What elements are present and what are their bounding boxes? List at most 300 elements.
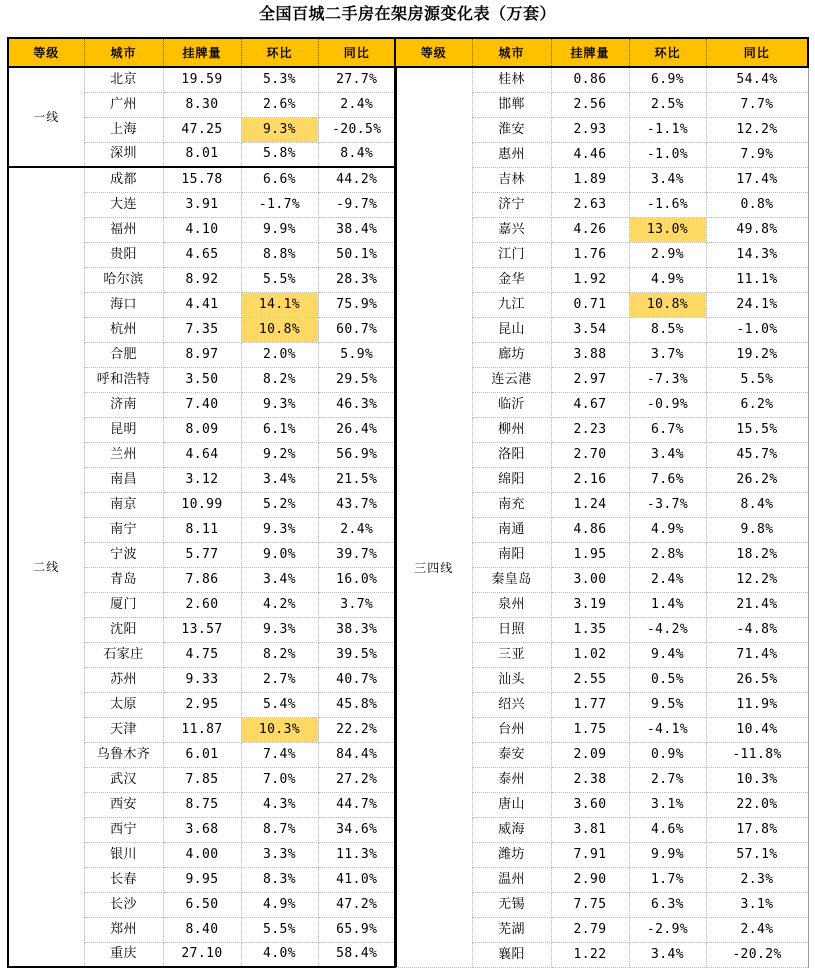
yoy-cell: 38.3% [318,617,396,642]
city-cell: 长沙 [84,892,163,917]
listings-cell: 1.89 [551,167,629,192]
city-cell: 合肥 [84,342,163,367]
yoy-cell: 38.4% [318,217,396,242]
yoy-cell: 17.8% [706,817,808,842]
yoy-cell: 14.3% [706,242,808,267]
city-cell: 苏州 [84,667,163,692]
city-cell: 昆山 [472,317,551,342]
tier-cell: 三四线 [395,67,472,967]
yoy-cell: 46.3% [318,392,396,417]
yoy-cell: 7.7% [706,92,808,117]
listings-cell: 2.56 [551,92,629,117]
city-cell: 大连 [84,192,163,217]
city-cell: 宁波 [84,542,163,567]
listings-cell: 0.71 [551,292,629,317]
mom-cell: 3.4% [629,442,706,467]
listings-cell: 0.86 [551,67,629,92]
mom-cell: -1.7% [241,192,318,217]
yoy-cell: 8.4% [706,492,808,517]
city-cell: 南昌 [84,467,163,492]
listings-cell: 4.10 [163,217,241,242]
header-listings: 挂牌量 [551,38,629,67]
tier-cell: 一线 [8,67,84,167]
city-cell: 南京 [84,492,163,517]
yoy-cell: 21.5% [318,467,396,492]
yoy-cell: 40.7% [318,667,396,692]
listings-cell: 4.00 [163,842,241,867]
mom-cell: 9.3% [241,392,318,417]
listings-cell: 3.68 [163,817,241,842]
mom-cell: 6.9% [629,67,706,92]
mom-cell: 2.8% [629,542,706,567]
listings-cell: 8.09 [163,417,241,442]
listings-cell: 27.10 [163,942,241,967]
mom-cell: 9.4% [629,642,706,667]
header-mom: 环比 [241,38,318,67]
listings-cell: 4.64 [163,442,241,467]
mom-cell: 10.8% [629,292,706,317]
listings-cell: 2.97 [551,367,629,392]
city-cell: 沈阳 [84,617,163,642]
mom-cell: 13.0% [629,217,706,242]
yoy-cell: 5.5% [706,367,808,392]
city-cell: 柳州 [472,417,551,442]
mom-cell: 4.2% [241,592,318,617]
yoy-cell: 75.9% [318,292,396,317]
city-cell: 长春 [84,867,163,892]
yoy-cell: 22.2% [318,717,396,742]
yoy-cell: 6.2% [706,392,808,417]
city-cell: 江门 [472,242,551,267]
mom-cell: 0.9% [629,742,706,767]
mom-cell: 7.6% [629,467,706,492]
yoy-cell: -1.0% [706,317,808,342]
city-cell: 南阳 [472,542,551,567]
city-cell: 南通 [472,517,551,542]
city-cell: 嘉兴 [472,217,551,242]
yoy-cell: 22.0% [706,792,808,817]
header-row [8,38,396,67]
listings-cell: 7.35 [163,317,241,342]
yoy-cell: 9.8% [706,517,808,542]
listings-cell: 2.93 [551,117,629,142]
yoy-cell: 3.7% [318,592,396,617]
mom-cell: -3.7% [629,492,706,517]
city-cell: 襄阳 [472,942,551,967]
city-cell: 武汉 [84,767,163,792]
city-cell: 乌鲁木齐 [84,742,163,767]
city-cell: 南宁 [84,517,163,542]
yoy-cell: 3.1% [706,892,808,917]
city-cell: 哈尔滨 [84,267,163,292]
listings-cell: 9.33 [163,667,241,692]
mom-cell: 4.9% [629,267,706,292]
yoy-cell: -20.2% [706,942,808,967]
table-row [8,167,396,192]
listings-cell: 3.50 [163,367,241,392]
mom-cell: 8.8% [241,242,318,267]
city-cell: 泰安 [472,742,551,767]
yoy-cell: 50.1% [318,242,396,267]
yoy-cell: 54.4% [706,67,808,92]
city-cell: 洛阳 [472,442,551,467]
city-cell: 石家庄 [84,642,163,667]
listings-cell: 7.86 [163,567,241,592]
yoy-cell: 2.4% [318,92,396,117]
listings-cell: 3.88 [551,342,629,367]
listings-cell: 2.70 [551,442,629,467]
yoy-cell: 27.2% [318,767,396,792]
listings-cell: 2.60 [163,592,241,617]
listings-cell: 4.46 [551,142,629,167]
city-cell: 西宁 [84,817,163,842]
mom-cell: 7.4% [241,742,318,767]
yoy-cell: 56.9% [318,442,396,467]
listings-cell: 7.75 [551,892,629,917]
mom-cell: 5.3% [241,67,318,92]
yoy-cell: 29.5% [318,367,396,392]
city-cell: 吉林 [472,167,551,192]
yoy-cell: 2.4% [706,917,808,942]
listings-cell: 6.01 [163,742,241,767]
yoy-cell: 39.7% [318,542,396,567]
mom-cell: 2.0% [241,342,318,367]
yoy-cell: 8.4% [318,142,396,167]
mom-cell: 9.3% [241,117,318,142]
city-cell: 金华 [472,267,551,292]
yoy-cell: 43.7% [318,492,396,517]
listings-cell: 7.40 [163,392,241,417]
mom-cell: 9.3% [241,617,318,642]
mom-cell: -4.2% [629,617,706,642]
listings-cell: 3.00 [551,567,629,592]
listings-cell: 3.12 [163,467,241,492]
listings-cell: 4.26 [551,217,629,242]
mom-cell: 14.1% [241,292,318,317]
listings-cell: 7.85 [163,767,241,792]
listings-cell: 8.01 [163,142,241,167]
mom-cell: 2.7% [629,767,706,792]
mom-cell: 10.8% [241,317,318,342]
listings-cell: 19.59 [163,67,241,92]
yoy-cell: 26.5% [706,667,808,692]
mom-cell: 0.5% [629,667,706,692]
mom-cell: 9.0% [241,542,318,567]
yoy-cell: 10.3% [706,767,808,792]
city-cell: 连云港 [472,367,551,392]
listings-cell: 7.91 [551,842,629,867]
mom-cell: 2.4% [629,567,706,592]
listings-cell: 2.79 [551,917,629,942]
listings-cell: 2.09 [551,742,629,767]
city-cell: 日照 [472,617,551,642]
yoy-cell: 26.2% [706,467,808,492]
city-cell: 泰州 [472,767,551,792]
mom-cell: 6.7% [629,417,706,442]
yoy-cell: -11.8% [706,742,808,767]
yoy-cell: 65.9% [318,917,396,942]
city-cell: 昆明 [84,417,163,442]
table-body-right [395,67,808,967]
yoy-cell: 84.4% [318,742,396,767]
listings-cell: 13.57 [163,617,241,642]
city-cell: 海口 [84,292,163,317]
city-cell: 呼和浩特 [84,367,163,392]
mom-cell: 5.8% [241,142,318,167]
listings-cell: 4.41 [163,292,241,317]
mom-cell: 8.5% [629,317,706,342]
mom-cell: 2.5% [629,92,706,117]
table-row [8,67,396,92]
mom-cell: -7.3% [629,367,706,392]
city-cell: 济南 [84,392,163,417]
yoy-cell: 2.3% [706,867,808,892]
page-title: 全国百城二手房在架房源变化表（万套） [258,4,556,23]
yoy-cell: -20.5% [318,117,396,142]
yoy-cell: 10.4% [706,717,808,742]
yoy-cell: 39.5% [318,642,396,667]
city-cell: 威海 [472,817,551,842]
header-listings: 挂牌量 [163,38,241,67]
city-cell: 西安 [84,792,163,817]
mom-cell: 7.0% [241,767,318,792]
city-cell: 兰州 [84,442,163,467]
mom-cell: 6.3% [629,892,706,917]
mom-cell: 8.3% [241,867,318,892]
city-cell: 太原 [84,692,163,717]
city-cell: 桂林 [472,67,551,92]
city-cell: 福州 [84,217,163,242]
mom-cell: 3.1% [629,792,706,817]
mom-cell: 5.5% [241,917,318,942]
listings-cell: 1.22 [551,942,629,967]
listings-cell: 1.77 [551,692,629,717]
yoy-cell: 47.2% [318,892,396,917]
city-cell: 厦门 [84,592,163,617]
listings-cell: 4.86 [551,517,629,542]
city-cell: 潍坊 [472,842,551,867]
yoy-cell: 16.0% [318,567,396,592]
listings-cell: 2.38 [551,767,629,792]
mom-cell: 3.3% [241,842,318,867]
yoy-cell: 71.4% [706,642,808,667]
city-cell: 绍兴 [472,692,551,717]
mom-cell: 8.7% [241,817,318,842]
mom-cell: 6.1% [241,417,318,442]
city-cell: 泉州 [472,592,551,617]
mom-cell: 9.9% [241,217,318,242]
listings-cell: 15.78 [163,167,241,192]
listings-cell: 1.75 [551,717,629,742]
mom-cell: 8.2% [241,367,318,392]
mom-cell: -2.9% [629,917,706,942]
mom-cell: 9.5% [629,692,706,717]
mom-cell: -1.6% [629,192,706,217]
yoy-cell: 12.2% [706,117,808,142]
listings-cell: 8.97 [163,342,241,367]
yoy-cell: 11.9% [706,692,808,717]
mom-cell: 6.6% [241,167,318,192]
mom-cell: 5.4% [241,692,318,717]
mom-cell: 4.9% [241,892,318,917]
listings-cell: 3.60 [551,792,629,817]
yoy-cell: 45.8% [318,692,396,717]
yoy-cell: 12.2% [706,567,808,592]
header-yoy: 同比 [706,38,808,67]
listings-cell: 4.75 [163,642,241,667]
city-cell: 广州 [84,92,163,117]
city-cell: 重庆 [84,942,163,967]
listings-cell: 47.25 [163,117,241,142]
city-cell: 绵阳 [472,467,551,492]
yoy-cell: 58.4% [318,942,396,967]
mom-cell: 2.7% [241,667,318,692]
listings-cell: 1.76 [551,242,629,267]
city-cell: 九江 [472,292,551,317]
yoy-cell: 49.8% [706,217,808,242]
mom-cell: 3.4% [629,167,706,192]
listings-cell: 8.40 [163,917,241,942]
yoy-cell: 34.6% [318,817,396,842]
listings-cell: 2.90 [551,867,629,892]
listings-cell: 4.65 [163,242,241,267]
listings-cell: 2.63 [551,192,629,217]
table-right [394,37,809,968]
listings-cell: 10.99 [163,492,241,517]
city-cell: 临沂 [472,392,551,417]
header-yoy: 同比 [318,38,396,67]
yoy-cell: 41.0% [318,867,396,892]
yoy-cell: -9.7% [318,192,396,217]
mom-cell: -0.9% [629,392,706,417]
mom-cell: 8.2% [241,642,318,667]
yoy-cell: 26.4% [318,417,396,442]
listings-cell: 8.30 [163,92,241,117]
listings-cell: 8.92 [163,267,241,292]
yoy-cell: 2.4% [318,517,396,542]
city-cell: 郑州 [84,917,163,942]
header-tier: 等级 [395,38,472,67]
mom-cell: 9.9% [629,842,706,867]
listings-cell: 1.24 [551,492,629,517]
yoy-cell: 24.1% [706,292,808,317]
city-cell: 银川 [84,842,163,867]
listings-cell: 1.35 [551,617,629,642]
listings-cell: 3.81 [551,817,629,842]
header-tier: 等级 [8,38,84,67]
mom-cell: 9.3% [241,517,318,542]
city-cell: 台州 [472,717,551,742]
header-city: 城市 [472,38,551,67]
mom-cell: 1.7% [629,867,706,892]
table-row [395,67,808,92]
listings-cell: 3.19 [551,592,629,617]
mom-cell: 3.7% [629,342,706,367]
mom-cell: 4.6% [629,817,706,842]
yoy-cell: 45.7% [706,442,808,467]
yoy-cell: 28.3% [318,267,396,292]
city-cell: 秦皇岛 [472,567,551,592]
city-cell: 南充 [472,492,551,517]
city-cell: 邯郸 [472,92,551,117]
city-cell: 成都 [84,167,163,192]
yoy-cell: 7.9% [706,142,808,167]
header-mom: 环比 [629,38,706,67]
city-cell: 汕头 [472,667,551,692]
listings-cell: 9.95 [163,867,241,892]
city-cell: 上海 [84,117,163,142]
listings-cell: 2.55 [551,667,629,692]
city-cell: 惠州 [472,142,551,167]
mom-cell: 4.3% [241,792,318,817]
mom-cell: -1.1% [629,117,706,142]
yoy-cell: 11.1% [706,267,808,292]
city-cell: 淮安 [472,117,551,142]
city-cell: 北京 [84,67,163,92]
mom-cell: 2.9% [629,242,706,267]
listings-cell: 6.50 [163,892,241,917]
mom-cell: -4.1% [629,717,706,742]
yoy-cell: 17.4% [706,167,808,192]
city-cell: 天津 [84,717,163,742]
city-cell: 三亚 [472,642,551,667]
yoy-cell: 60.7% [318,317,396,342]
mom-cell: 2.6% [241,92,318,117]
mom-cell: 4.9% [629,517,706,542]
yoy-cell: 44.2% [318,167,396,192]
yoy-cell: 19.2% [706,342,808,367]
city-cell: 杭州 [84,317,163,342]
yoy-cell: 0.8% [706,192,808,217]
mom-cell: 4.0% [241,942,318,967]
listings-cell: 3.91 [163,192,241,217]
mom-cell: -1.0% [629,142,706,167]
header-city: 城市 [84,38,163,67]
city-cell: 深圳 [84,142,163,167]
city-cell: 无锡 [472,892,551,917]
listings-cell: 1.95 [551,542,629,567]
yoy-cell: 5.9% [318,342,396,367]
yoy-cell: 57.1% [706,842,808,867]
yoy-cell: 44.7% [318,792,396,817]
city-cell: 温州 [472,867,551,892]
city-cell: 唐山 [472,792,551,817]
mom-cell: 3.4% [241,467,318,492]
listings-cell: 11.87 [163,717,241,742]
mom-cell: 3.4% [241,567,318,592]
city-cell: 青岛 [84,567,163,592]
listings-cell: 1.02 [551,642,629,667]
listings-cell: 1.92 [551,267,629,292]
city-cell: 贵阳 [84,242,163,267]
yoy-cell: 15.5% [706,417,808,442]
listings-cell: 8.11 [163,517,241,542]
yoy-cell: 18.2% [706,542,808,567]
header-row [395,38,808,67]
mom-cell: 3.4% [629,942,706,967]
city-cell: 济宁 [472,192,551,217]
listings-cell: 3.54 [551,317,629,342]
yoy-cell: -4.8% [706,617,808,642]
table-body-left [8,67,396,967]
listings-cell: 2.16 [551,467,629,492]
yoy-cell: 21.4% [706,592,808,617]
table-left [7,37,397,968]
listings-cell: 4.67 [551,392,629,417]
yoy-cell: 27.7% [318,67,396,92]
mom-cell: 5.2% [241,492,318,517]
city-cell: 芜湖 [472,917,551,942]
